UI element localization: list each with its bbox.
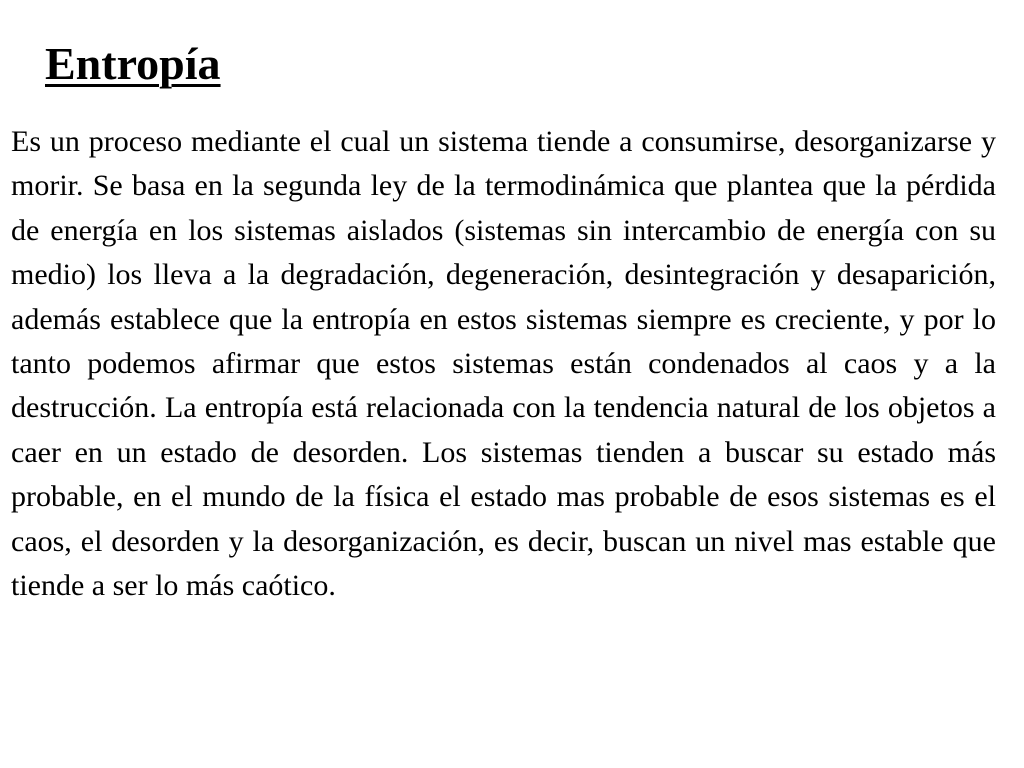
slide-body-text: Es un proceso mediante el cual un sistema tiende a consumirse, desorganizarse y morir. Se basa en la segunda ley de la termodinámica que plantea que la pérdida de energía en los sistemas aislados (sistemas sin intercambio de energía con su medio) los lleva a la degradación, degeneración, desintegración y desaparición, además establece que la entropía en estos sistemas siempre es creciente, y por lo tanto podemos afirmar que estos sistemas están condenados al caos y a la destrucción. La entropía está relacionada con la tendencia natural de los objetos a caer en un estado de desorden. Los sistemas tienden a buscar su estado más probable, en el mundo de la física el estado mas probable de esos sistemas es el caos, el desorden y la desorganización, es decir, buscan un nivel mas estable que tiende a ser lo más caótico. bbox=[11, 125, 996, 603]
slide-title: Entropía bbox=[45, 38, 221, 89]
